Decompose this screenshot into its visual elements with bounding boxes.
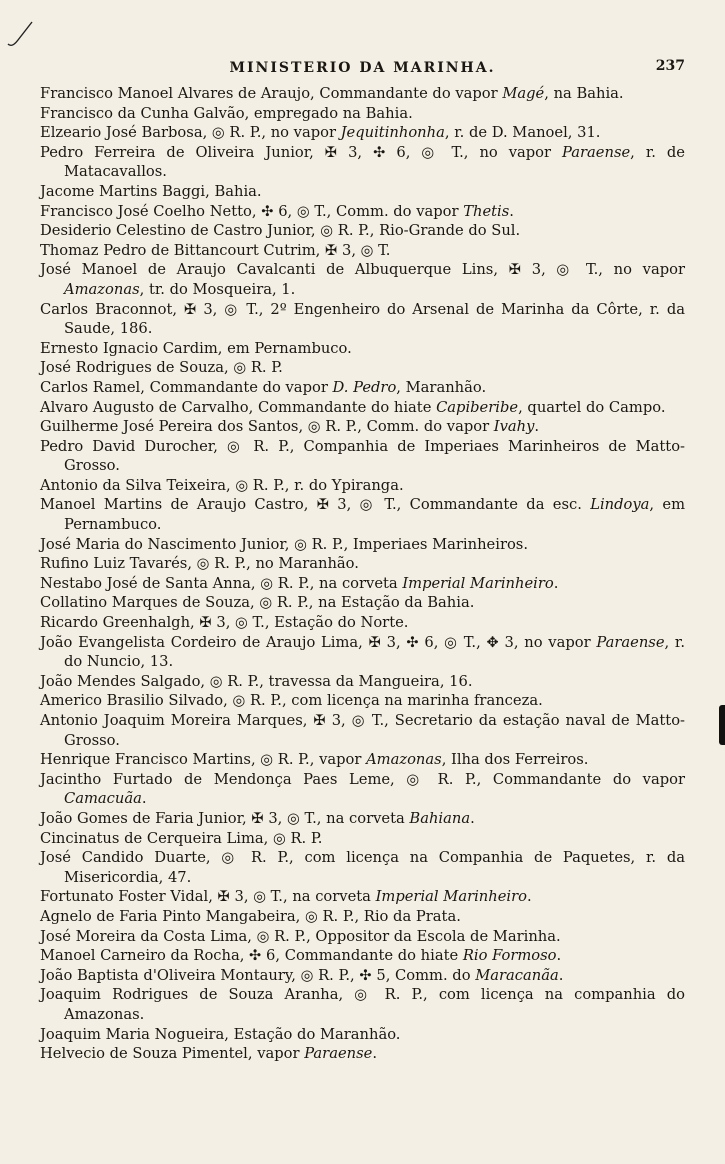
list-entry — [40, 927, 685, 947]
list-entry — [40, 750, 685, 770]
list-entry — [40, 633, 685, 672]
list-entry — [40, 378, 685, 398]
list-entry — [40, 476, 685, 496]
list-entry — [40, 202, 685, 222]
list-entry — [40, 985, 685, 1024]
list-entry — [40, 339, 685, 359]
entry-vessel-name: Maracanãa — [475, 966, 559, 984]
entry-text: João Baptista d'Oliveira Montaury, ◎ R. P., ✣ 5, Comm. do — [40, 966, 476, 984]
list-entry — [40, 829, 685, 849]
entry-text-rest: . — [553, 574, 559, 592]
entry-text: Francisco Manoel Alvares de Araujo, Commandante do vapor — [40, 85, 503, 102]
entry-vessel-name: Thetis — [463, 202, 510, 220]
list-entry — [40, 104, 685, 124]
entry-text: Rufino Luiz Tavarés, ◎ R. P., no Maranhão. — [40, 555, 359, 573]
entry-text-rest: , r. de Matacavallos. — [64, 143, 685, 181]
entry-text: José Moreira da Costa Lima, ◎ R. P., Oppositor da Escola de Marinha. — [40, 927, 561, 945]
entry-text: Ernesto Ignacio Cardim, em Pernambuco. — [40, 339, 352, 357]
entry-text-rest: , Ilha dos Ferreiros. — [441, 751, 589, 769]
entry-text: Elzeario José Barbosa, ◎ R. P., no vapor — [40, 124, 341, 142]
entry-text: Antonio da Silva Teixeira, ◎ R. P., r. do Ypiranga. — [40, 476, 404, 494]
entry-text: Henrique Francisco Martins, ◎ R. P., vapor — [40, 751, 367, 769]
list-entry — [40, 574, 685, 594]
entry-text: Thomaz Pedro de Bittancourt Cutrim, ✠ 3, ◎ T. — [40, 241, 391, 259]
entry-text: João Mendes Salgado, ◎ R. P., travessa da Mangueira, 16. — [40, 672, 473, 690]
entry-vessel-name: Magé — [502, 85, 545, 102]
entry-vessel-name: Paraense — [596, 633, 665, 651]
entry-vessel-name: Amazonas — [64, 280, 140, 298]
entry-vessel-name: Capiberibe — [436, 398, 519, 416]
page-number: 237 — [655, 58, 685, 74]
entry-vessel-name: Bahiana — [409, 809, 471, 827]
entries-list — [40, 84, 685, 1064]
list-entry — [40, 84, 685, 104]
entry-text: Ricardo Greenhalgh, ✠ 3, ◎ T., Estação do Norte. — [40, 614, 409, 632]
entry-text: Fortunato Foster Vidal, ✠ 3, ◎ T., na corveta — [40, 888, 376, 906]
entry-text: José Rodrigues de Souza, ◎ R. P. — [40, 359, 283, 377]
list-entry — [40, 260, 685, 299]
list-entry — [40, 907, 685, 927]
entry-text: Americo Brasilio Silvado, ◎ R. P., com licença na marinha franceza. — [40, 692, 543, 710]
entry-vessel-name: Camacuãa — [64, 790, 142, 808]
list-entry — [40, 946, 685, 966]
entry-text: Pedro Ferreira de Oliveira Junior, ✠ 3, ✣ 6, ◎ T., no vapor — [40, 143, 563, 161]
entry-text-rest: , r. do Nuncio, 13. — [64, 633, 685, 671]
list-entry — [40, 809, 685, 829]
entry-text: Helvecio de Souza Pimentel, vapor — [40, 1045, 305, 1063]
entry-text-rest: , em Pernambuco. — [64, 496, 685, 534]
entry-text: Joaquim Rodrigues de Souza Aranha, ◎ R. P., com licença na companhia do Amazonas. — [40, 986, 685, 1023]
list-entry — [40, 417, 685, 437]
list-entry — [40, 221, 685, 241]
entry-vessel-name: D. Pedro — [332, 378, 397, 396]
entry-text: José Manoel de Araujo Cavalcanti de Albuquerque Lins, ✠ 3, ◎ T., no vapor — [40, 261, 685, 279]
entry-vessel-name: Paraense — [304, 1045, 373, 1063]
list-entry — [40, 241, 685, 261]
entry-text-rest: , na Bahia. — [544, 85, 624, 102]
entry-text: Carlos Ramel, Commandante do vapor — [40, 378, 333, 396]
entry-text: Agnelo de Faria Pinto Mangabeira, ◎ R. P., Rio da Prata. — [40, 907, 461, 925]
list-entry — [40, 711, 685, 750]
entry-text-rest: . — [556, 947, 562, 965]
list-entry — [40, 123, 685, 143]
entry-text: Collatino Marques de Souza, ◎ R. P., na Estação da Bahia. — [40, 594, 475, 612]
entry-vessel-name: Jequitinhonha — [340, 124, 445, 142]
list-entry — [40, 554, 685, 574]
entry-text-rest: . — [526, 888, 532, 906]
entry-text-rest: , quartel do Campo. — [518, 398, 666, 416]
document-page — [40, 58, 685, 1064]
entry-text: Pedro David Durocher, ◎ R. P., Companhia de Imperiaes Marinheiros de Matto-Grosso. — [40, 437, 685, 475]
list-entry — [40, 437, 685, 476]
entry-text: Jacome Martins Baggi, Bahia. — [40, 182, 262, 200]
list-entry — [40, 535, 685, 555]
list-entry — [40, 691, 685, 711]
entry-text: Guilherme José Pereira dos Santos, ◎ R. P., Comm. do vapor — [40, 418, 494, 436]
entry-text: Antonio Joaquim Moreira Marques, ✠ 3, ◎ T., Secretario da estação naval de Matto-Grosso. — [40, 712, 685, 749]
page-header — [40, 58, 685, 82]
list-entry — [40, 672, 685, 692]
list-entry — [40, 1044, 685, 1064]
list-entry — [40, 966, 685, 986]
entry-vessel-name: Imperial Marinheiro — [375, 888, 527, 906]
entry-text: José Candido Duarte, ◎ R. P., com licença na Companhia de Paquetes, r. da Misericordia, 47. — [40, 849, 685, 886]
entry-text: Carlos Braconnot, ✠ 3, ◎ T., 2º Engenheiro do Arsenal de Marinha da Côrte, r. da Saude, 186. — [40, 300, 685, 338]
list-entry — [40, 593, 685, 613]
entry-text: João Evangelista Cordeiro de Araujo Lima, ✠ 3, ✣ 6, ◎ T., ✥ 3, no vapor — [40, 633, 597, 651]
entry-text: Nestabo José de Santa Anna, ◎ R. P., na corveta — [40, 574, 403, 592]
entry-text: Francisco José Coelho Netto, ✣ 6, ◎ T., Comm. do vapor — [40, 202, 464, 220]
entry-text: João Gomes de Faria Junior, ✠ 3, ◎ T., na corveta — [40, 809, 410, 827]
entry-text: Manoel Martins de Araujo Castro, ✠ 3, ◎ T., Commandante da esc. — [40, 496, 591, 514]
list-entry — [40, 1025, 685, 1045]
entry-text: Manoel Carneiro da Rocha, ✣ 6, Commandante do hiate — [40, 947, 463, 965]
entry-vessel-name: Imperial Marinheiro — [402, 574, 554, 592]
entry-text-rest: , r. de D. Manoel, 31. — [444, 124, 601, 142]
list-entry — [40, 358, 685, 378]
entry-vessel-name: Rio Formoso — [462, 947, 557, 965]
entry-text-rest: . — [470, 809, 475, 827]
entry-text: Alvaro Augusto de Carvalho, Commandante do hiate — [40, 398, 437, 416]
list-entry — [40, 848, 685, 887]
list-entry — [40, 182, 685, 202]
entry-text-rest: . — [141, 790, 147, 808]
entry-text-rest: . — [372, 1045, 378, 1063]
entry-text: Cincinatus de Cerqueira Lima, ◎ R. P. — [40, 829, 323, 847]
entry-vessel-name: Paraense — [562, 143, 631, 161]
entry-text-rest: , tr. do Mosqueira, 1. — [139, 280, 296, 298]
list-entry — [40, 143, 685, 182]
pen-mark — [6, 18, 36, 48]
entry-text-rest: . — [534, 418, 540, 436]
entry-text-rest: . — [509, 202, 514, 220]
entry-text: José Maria do Nascimento Junior, ◎ R. P., Imperiaes Marinheiros. — [40, 535, 529, 553]
entry-text: Jacintho Furtado de Mendonça Paes Leme, ◎ R. P., Commandante do vapor — [40, 770, 685, 788]
entry-vessel-name: Lindoya — [590, 496, 650, 514]
entry-text: Francisco da Cunha Galvão, empregado na Bahia. — [40, 104, 413, 122]
entry-vessel-name: Ivahy — [493, 418, 535, 436]
list-entry — [40, 613, 685, 633]
entry-text-rest: . — [558, 966, 564, 984]
entry-text-rest: , Maranhão. — [396, 378, 487, 396]
list-entry — [40, 770, 685, 809]
section-title: MINISTERIO DA MARINHA. — [229, 60, 496, 76]
entry-vessel-name: Amazonas — [366, 751, 442, 769]
list-entry — [40, 887, 685, 907]
entry-text: Joaquim Maria Nogueira, Estação do Maranhão. — [40, 1025, 401, 1043]
entry-text: Desiderio Celestino de Castro Junior, ◎ R. P., Rio-Grande do Sul. — [40, 222, 521, 240]
page-edge-mark — [719, 705, 725, 745]
list-entry — [40, 495, 685, 534]
list-entry — [40, 398, 685, 418]
list-entry — [40, 300, 685, 339]
